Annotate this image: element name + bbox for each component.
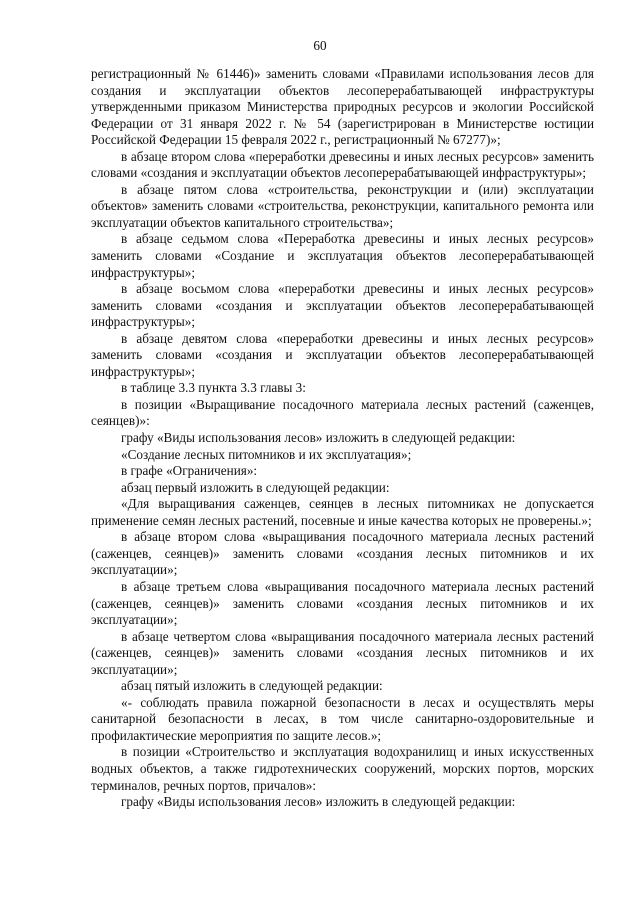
paragraph-17: абзац пятый изложить в следующей редакции: <box>121 678 383 694</box>
paragraph-12: абзац первый изложить в следующей редакции: <box>121 479 390 495</box>
paragraph-11: в графе «Ограничения»: <box>121 463 258 479</box>
paragraph-15: в абзаце третьем слова «выращивания посадочного материала лесных растений (саженцев, сеянцев)» заменить словами «создания лесных питомников и их эксплуатации»; <box>91 578 594 628</box>
paragraph-19: в позиции «Строительство и эксплуатация водохранилищ и иных искусственных водных объектов, а также гидротехнических сооружений, морских портов, морских терминалов, речных портов, причалов»: <box>91 744 594 793</box>
paragraph-2: в абзаце втором слова «переработки древесины и иных лесных ресурсов» заменить словами «создания и эксплуатации объектов лесоперерабатывающей инфраструктуры»; <box>91 148 594 181</box>
paragraph-6: в абзаце девятом слова «переработки древесины и иных лесных ресурсов» заменить словами «создания и эксплуатации объектов лесоперерабатывающей инфраструктуры»; <box>91 330 594 379</box>
paragraph-7: в таблице 3.3 пункта 3.3 главы 3: <box>121 380 306 396</box>
paragraph-10: «Создание лесных питомников и их эксплуатация»; <box>121 446 412 462</box>
paragraph-9: графу «Виды использования лесов» изложить в следующей редакции: <box>121 430 516 446</box>
page-number: 60 <box>313 38 327 53</box>
paragraph-5: в абзаце восьмом слова «переработки древесины и иных лесных ресурсов» заменить словами «создания и эксплуатации объектов лесоперерабатывающей инфраструктуры»; <box>91 281 594 330</box>
paragraph-8: в позиции «Выращивание посадочного материала лесных растений (саженцев, сеянцев)»: <box>91 396 594 429</box>
paragraph-4: в абзаце седьмом слова «Переработка древесины и иных лесных ресурсов» заменить словами «Создание и эксплуатация объектов лесоперерабатывающей инфраструктуры»; <box>91 231 594 280</box>
paragraph-1: регистрационный № 61446)» заменить словами «Правилами использования лесов для создания и эксплуатации объектов лесоперерабатывающей инфраструктуры утвержденными приказом Министерства природных ресурсов и экологии Российской Федерации от 31 января 2022 г. № 54 (зарегистрирован в Министерстве юстиции Российской Федерации 15 февраля 2022 г., регистрационный № 67277)»; <box>91 66 594 148</box>
document-body <box>91 66 594 811</box>
paragraph-20: графу «Виды использования лесов» изложить в следующей редакции: <box>121 794 516 810</box>
paragraph-14: в абзаце втором слова «выращивания посадочного материала лесных растений (саженцев, сеянцев)» заменить словами «создания лесных питомников и их эксплуатации»; <box>91 529 594 578</box>
paragraph-16: в абзаце четвертом слова «выращивания посадочного материала лесных растений (саженцев, сеянцев)» заменить словами «создания лесных питомников и их эксплуатации»; <box>91 628 594 677</box>
paragraph-3: в абзаце пятом слова «строительства, реконструкции и (или) эксплуатации объектов» заменить словами «строительства, реконструкции, капитального ремонта или эксплуатации объектов капитального строительства»; <box>91 181 594 230</box>
paragraph-13: «Для выращивания саженцев, сеянцев в лесных питомниках не допускается применение семян лесных растений, посевные и иные качества которых не проверены.»; <box>91 496 594 528</box>
paragraph-18: «- соблюдать правила пожарной безопасности в лесах и осуществлять меры санитарной безопасности в лесах, в том числе санитарно-оздоровительные и профилактические мероприятия по защите лесов.»; <box>91 694 594 743</box>
